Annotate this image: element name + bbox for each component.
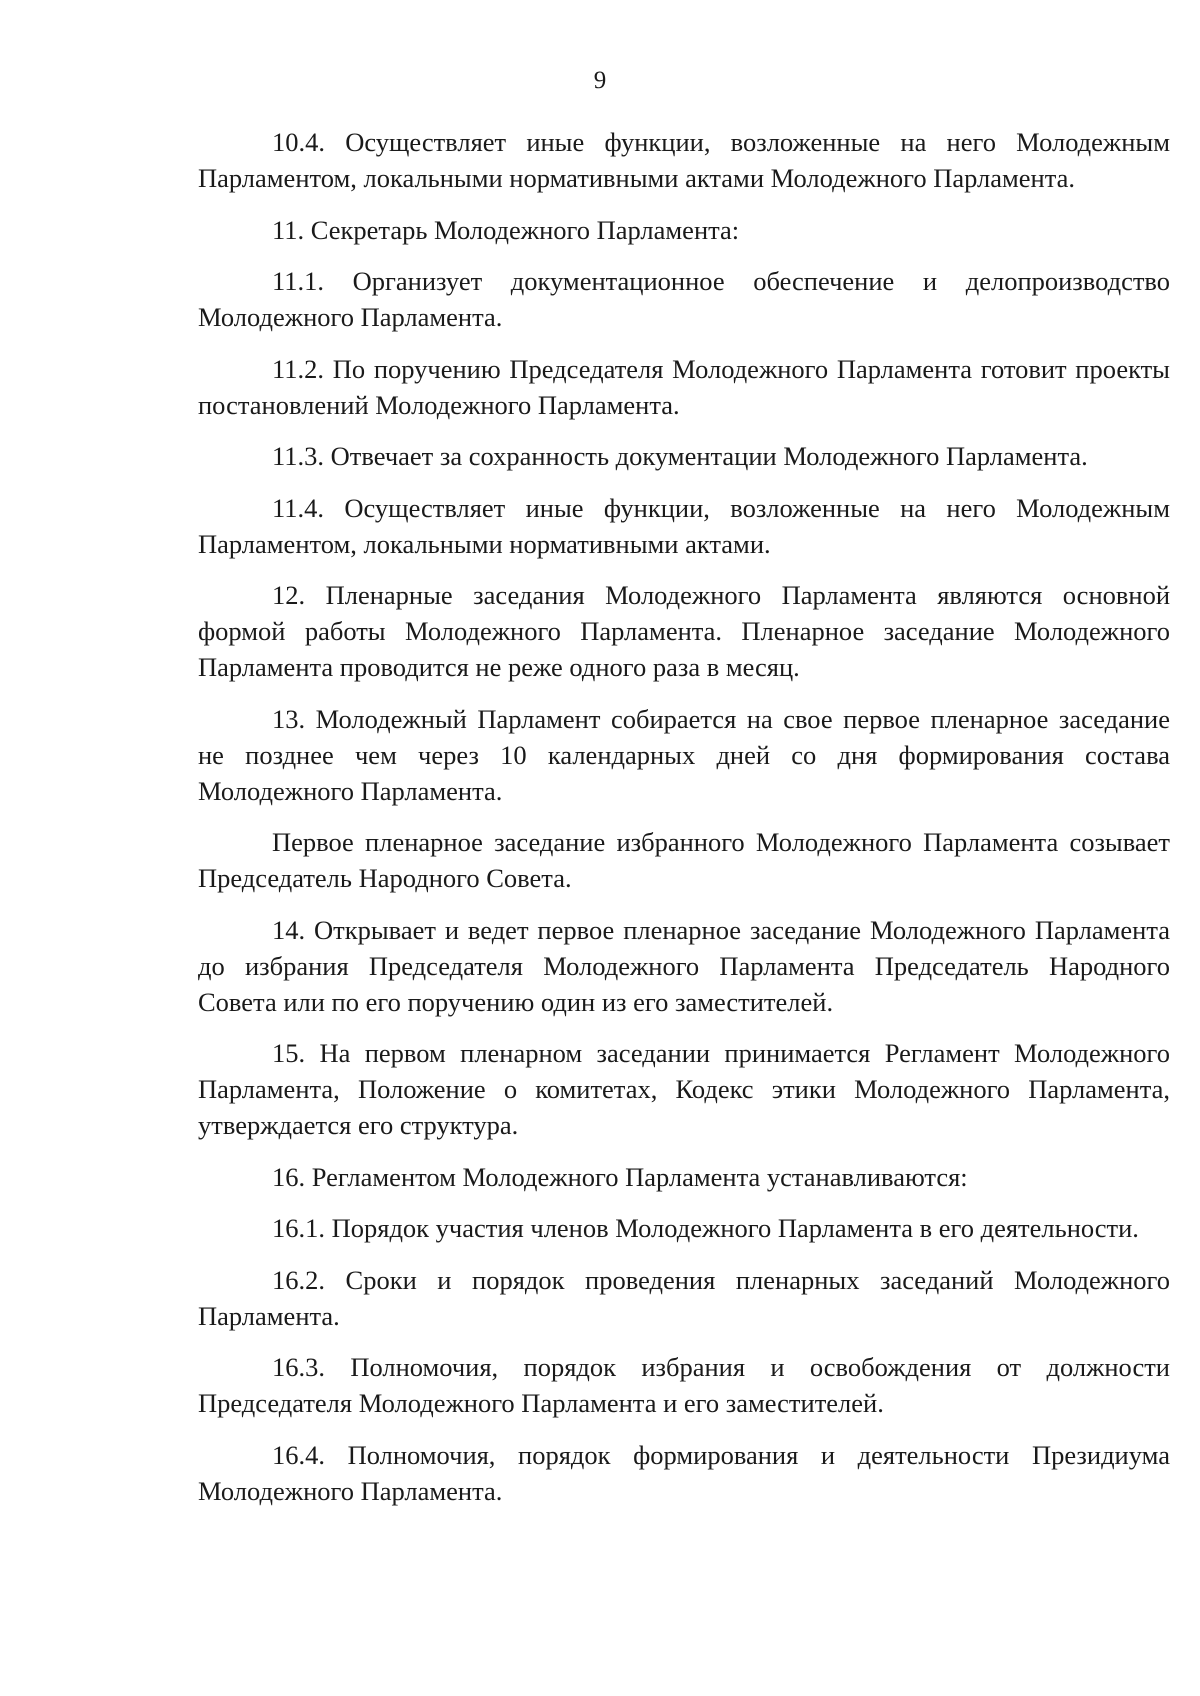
paragraph-11-3: 11.3. Отвечает за сохранность документации Молодежного Парламента.	[272, 441, 1088, 471]
paragraph-16-2: 16.2. Сроки и порядок проведения пленарных заседаний Молодежного Парламента.	[198, 1264, 1170, 1331]
paragraph-11: 11. Секретарь Молодежного Парламента:	[272, 214, 740, 245]
paragraph-11-4: 11.4. Осуществляет иные функции, возложенные на него Молодежным Парламентом, локальными нормативными актами.	[198, 492, 1170, 559]
paragraph-16-4: 16.4. Полномочия, порядок формирования и деятельности Президиума Молодежного Парламента.	[198, 1439, 1170, 1506]
paragraph-13: 13. Молодежный Парламент собирается на свое первое пленарное заседание не позднее чем через 10 календарных дней со дня формирования состава Молодежного Парламента.	[198, 703, 1170, 806]
paragraph-15: 15. На первом пленарном заседании принимается Регламент Молодежного Парламента, Положение о комитетах, Кодекс этики Молодежного Парламента, утверждается его структура.	[198, 1038, 1170, 1140]
paragraph-12: 12. Пленарные заседания Молодежного Парламента являются основной формой работы Молодежного Парламента. Пленарное заседание Молодежного Парламента проводится не реже одного раза в месяц.	[198, 580, 1170, 682]
paragraph-16-1: 16.1. Порядок участия членов Молодежного Парламента в его деятельности.	[272, 1213, 1139, 1243]
document-body	[198, 124, 1170, 1524]
paragraph-11-1: 11.1. Организует документационное обеспечение и делопроизводство Молодежного Парламента.	[198, 266, 1170, 332]
paragraph-16: 16. Регламентом Молодежного Парламента устанавливаются:	[272, 1161, 968, 1192]
paragraph-13-first-session: Первое пленарное заседание избранного Молодежного Парламента созывает Председатель Народного Совета.	[198, 827, 1170, 893]
page-number: 9	[593, 67, 607, 94]
paragraph-14: 14. Открывает и ведет первое пленарное заседание Молодежного Парламента до избрания Председателя Молодежного Парламента Председатель Народного Совета или по его поручению один из его заместителей.	[198, 914, 1170, 1017]
paragraph-10-4: 10.4. Осуществляет иные функции, возложенные на него Молодежным Парламентом, локальными нормативными актами Молодежного Парламента.	[198, 127, 1170, 193]
paragraph-11-2: 11.2. По поручению Председателя Молодежного Парламента готовит проекты постановлений Молодежного Парламента.	[198, 353, 1170, 420]
paragraph-16-3: 16.3. Полномочия, порядок избрания и освобождения от должности Председателя Молодежного Парламента и его заместителей.	[198, 1352, 1170, 1418]
